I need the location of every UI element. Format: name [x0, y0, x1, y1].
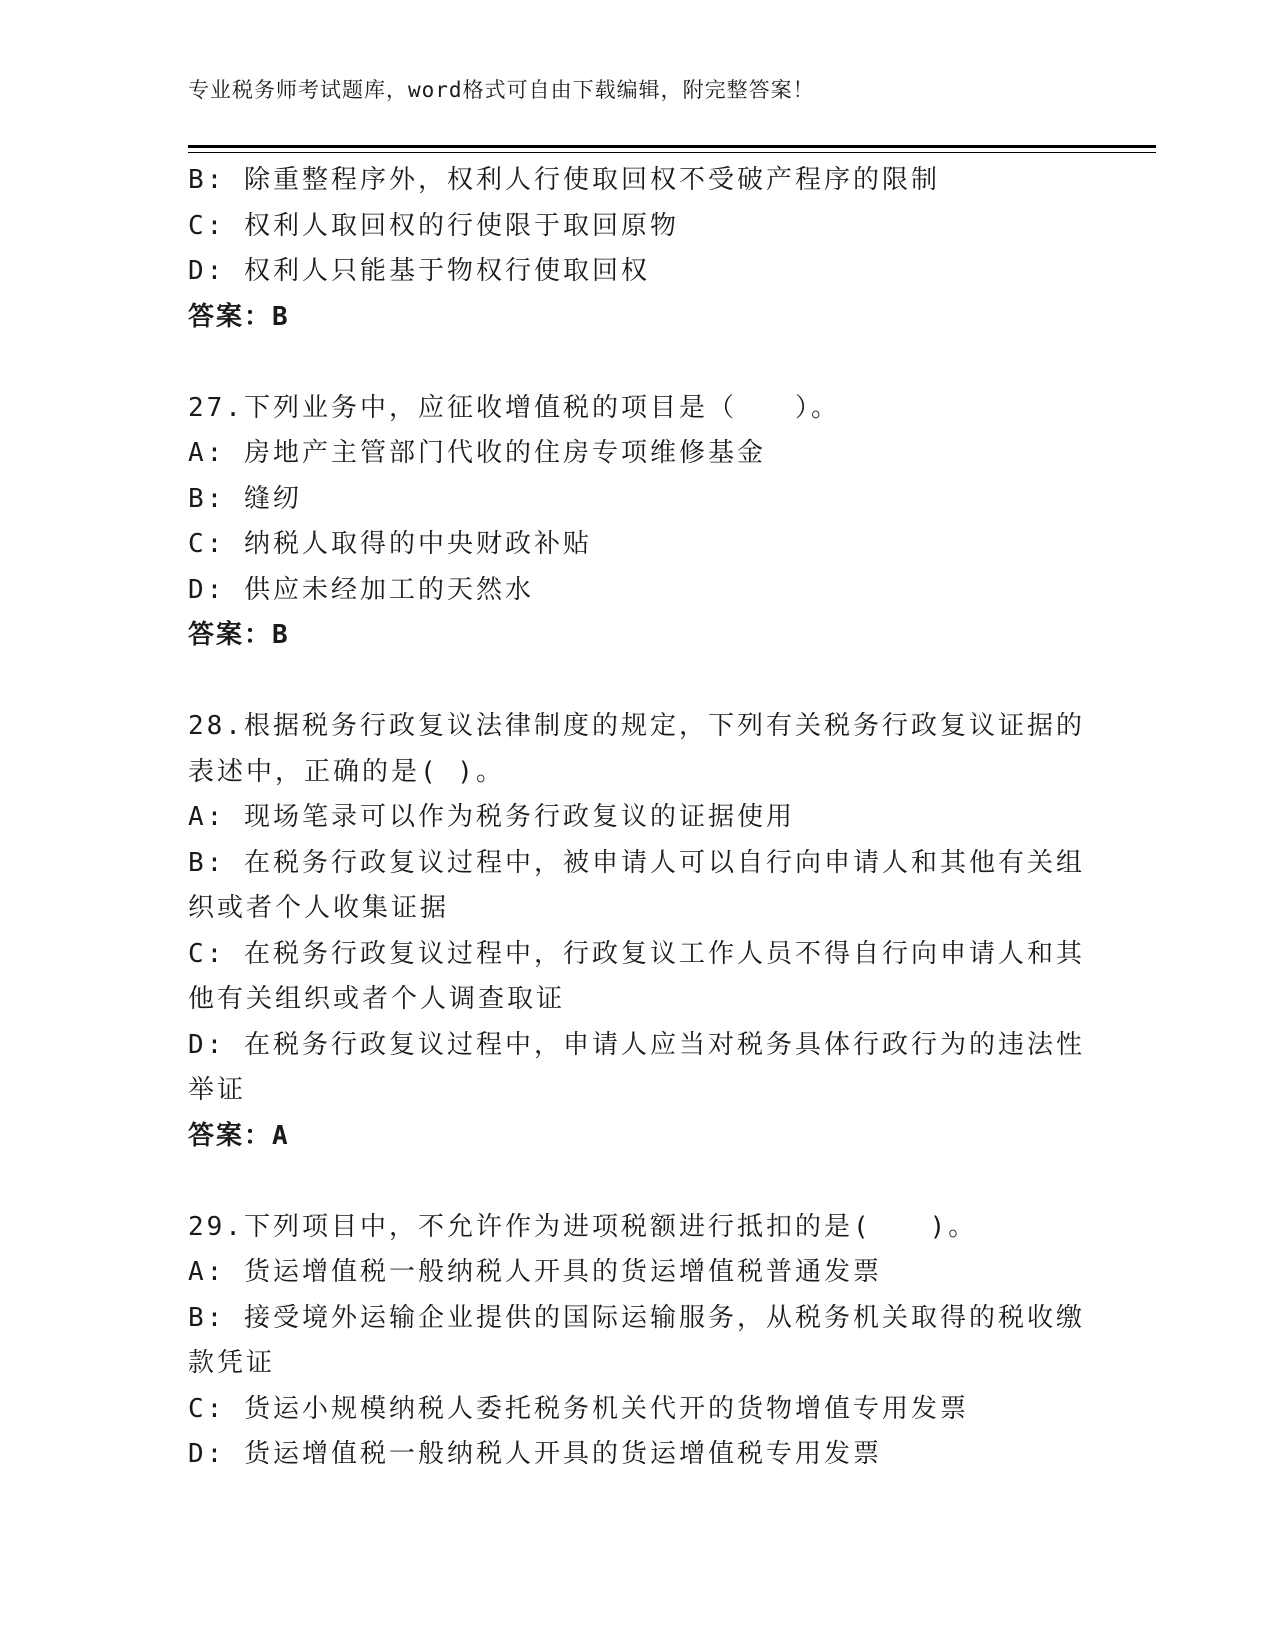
option-d: D: 在税务行政复议过程中，申请人应当对税务具体行政行为的违法性 — [188, 1029, 1085, 1060]
option-b: B: 除重整程序外，权利人行使取回权不受破产程序的限制 — [188, 165, 940, 195]
answer: 答案：A — [188, 1120, 290, 1151]
header-divider — [188, 145, 1156, 153]
option-a: A: 房地产主管部门代收的住房专项维修基金 — [188, 438, 766, 468]
option-c: C: 在税务行政复议过程中，行政复议工作人员不得自行向申请人和其 — [188, 938, 1085, 969]
question-26 — [188, 158, 1088, 340]
option-d-continued: 举证 — [188, 1075, 247, 1105]
spacer — [188, 1159, 1088, 1205]
option-c-continued: 他有关组织或者个人调查取证 — [188, 984, 566, 1014]
spacer — [188, 659, 1088, 705]
option-a: A: 现场笔录可以作为税务行政复议的证据使用 — [188, 802, 795, 832]
question-28 — [188, 704, 1088, 1159]
option-b-continued: 款凭证 — [188, 1348, 276, 1378]
question-stem: 27.下列业务中，应征收增值税的项目是（ ）。 — [188, 392, 840, 423]
question-stem: 29.下列项目中，不允许作为进项税额进行抵扣的是( )。 — [188, 1211, 978, 1242]
question-stem-continued: 表述中，正确的是( )。 — [188, 756, 505, 787]
answer: 答案：B — [188, 301, 290, 332]
option-b: B: 缝纫 — [188, 483, 302, 514]
option-d: D: 货运增值税一般纳税人开具的货运增值税专用发票 — [188, 1439, 882, 1469]
option-d: D: 供应未经加工的天然水 — [188, 574, 534, 605]
question-stem: 28.根据税务行政复议法律制度的规定，下列有关税务行政复议证据的 — [188, 711, 1085, 741]
question-list — [188, 158, 1088, 1478]
option-c: C: 纳税人取得的中央财政补贴 — [188, 529, 592, 559]
option-b: B: 接受境外运输企业提供的国际运输服务，从税务机关取得的税收缴 — [188, 1302, 1085, 1333]
page-header: 专业税务师考试题库，word格式可自由下载编辑，附完整答案！ — [188, 78, 815, 102]
option-c: C: 权利人取回权的行使限于取回原物 — [188, 210, 679, 241]
option-b-continued: 织或者个人收集证据 — [188, 893, 450, 923]
option-b: B: 在税务行政复议过程中，被申请人可以自行向申请人和其他有关组 — [188, 847, 1085, 878]
answer: 答案：B — [188, 620, 290, 650]
option-c: C: 货运小规模纳税人委托税务机关代开的货物增值专用发票 — [188, 1393, 969, 1424]
option-d: D: 权利人只能基于物权行使取回权 — [188, 256, 650, 286]
question-29 — [188, 1205, 1088, 1478]
question-27 — [188, 386, 1088, 659]
spacer — [188, 340, 1088, 386]
option-a: A: 货运增值税一般纳税人开具的货运增值税普通发票 — [188, 1257, 882, 1287]
